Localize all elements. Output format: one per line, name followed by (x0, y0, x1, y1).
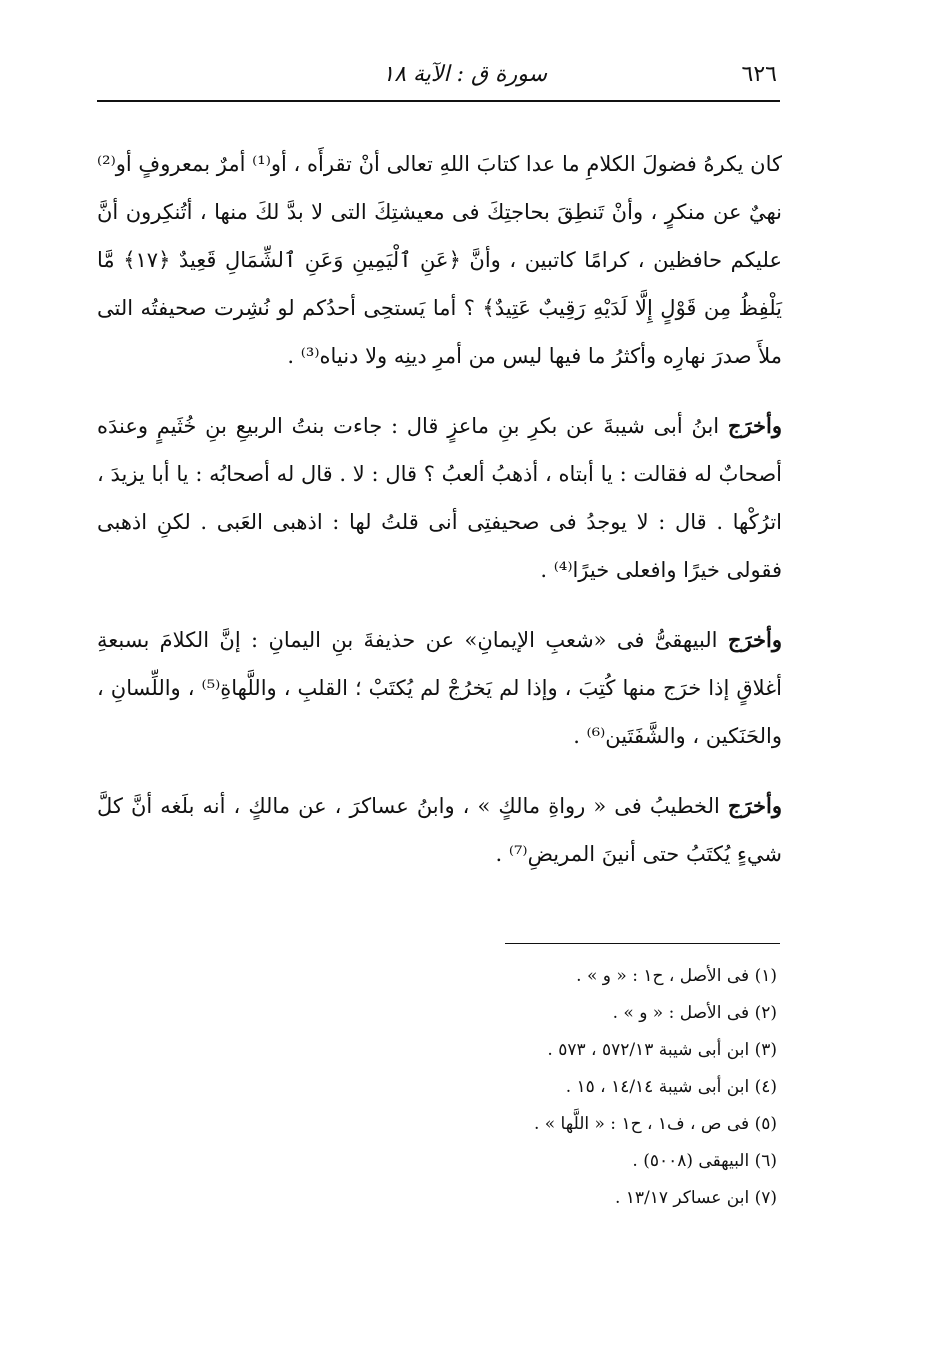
paragraph-lead: وأخرَج (727, 627, 782, 652)
paragraph-text: ابنُ أبى شيبةَ عن بكرِ بنِ ماعزٍ قال : جاءت بنتُ الربيعِ بنِ خُثَيمٍ وعندَه أصحابٌ له فقالت : يا أبتاه ، أذهبُ ألعبُ ؟ قال : لا . قال له أصحابُه : يا أبا يزيدَ ، اترُكْها . قال : لا يوجدُ فى صحيفتِى أنى قلتُ لها : اذهبى العَبى . لكنِ اذهبى فقولى خيرًا وافعلى خيرًا⁽⁴⁾ . (97, 414, 782, 582)
footnote: (٣) ابن أبى شيبة ٥٧٢/١٣ ، ٥٧٣ . (547, 1040, 777, 1060)
footnote: (٥) فى ص ، ف١ ، ح١ : « اللَّها » . (533, 1114, 777, 1134)
paragraph-text: البيهقىُّ فى «شعبِ الإيمانِ» عن حذيفةَ بنِ اليمانِ : إنَّ الكلامَ بسبعةِ أغلاقٍ إذا خرَج منها كُتِبَ ، وإذا لم يَخرُجْ لم يُكتَبْ ؛ القلبِ ، واللَّهاةِ⁽⁵⁾ ، واللِّسانِ ، والحَنَكين ، والشَّفَتَين⁽⁶⁾ . (97, 628, 782, 748)
main-text (97, 140, 782, 900)
page-number: ٦٢٦ (741, 62, 777, 87)
footnote: (١) فى الأصل ، ح١ : « و » . (576, 966, 777, 986)
page-header (97, 58, 777, 98)
paragraph-text: الخطيبُ فى « رواةِ مالكٍ » ، وابنُ عساكرَ ، عن مالكٍ ، أنه بلَغه أنَّ كلَّ شيءٍ يُكتَبُ حتى أنينَ المريضِ⁽⁷⁾ . (97, 794, 782, 866)
paragraph-lead: وأخرَج (727, 793, 782, 818)
paragraph (97, 140, 782, 380)
paragraph (97, 616, 782, 760)
paragraph (97, 402, 782, 594)
paragraph-text: كان يكرهُ فضولَ الكلامِ ما عدا كتابَ اللهِ تعالى أنْ تقرأَه ، أو⁽¹⁾ أمرٌ بمعروفٍ أو⁽²⁾ نهيٌ عن منكرٍ ، وأنْ تَنطِقَ بحاجتِكَ فى معيشتِكَ التى لا بدَّ لكَ منها ، أتُنكِرون أنَّ عليكم حافظين ، كرامًا كاتبين ، وأنَّ ﴿عَنِ ٱلْيَمِينِ وَعَنِ ٱلشِّمَالِ قَعِيدٌ ﴿١٧﴾ مَّا يَلْفِظُ مِن قَوْلٍ إِلَّا لَدَيْهِ رَقِيبٌ عَتِيدٌ﴾ ؟ أما يَستحِى أحدُكم لو نُشِرت صحيفتُه التى ملأَ صدرَ نهارِه وأكثرُ ما فيها ليس من أمرِ دينِه ولا دنياه⁽³⁾ . (97, 152, 782, 368)
paragraph (97, 782, 782, 878)
footnotes (97, 958, 777, 1217)
footnote-rule (505, 943, 780, 944)
paragraph-lead: وأخرَج (727, 413, 782, 438)
footnote: (٦) البيهقى (٥٠٠٨) . (632, 1151, 777, 1171)
running-title: سورة ق : الآية ١٨ (382, 62, 547, 87)
footnote: (٧) ابن عساكر ١٣/١٧ . (614, 1188, 777, 1208)
footnote: (٤) ابن أبى شيبة ١٤/١٤ ، ١٥ . (565, 1077, 777, 1097)
footnote: (٢) فى الأصل : « و » . (612, 1003, 777, 1023)
header-rule (97, 100, 780, 102)
